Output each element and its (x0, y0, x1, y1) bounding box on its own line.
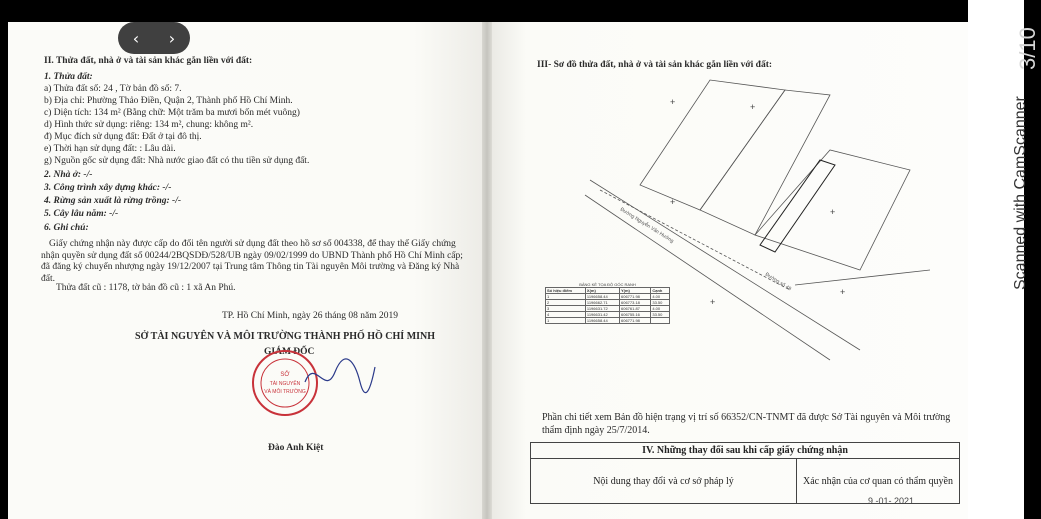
issuing-agency: SỞ TÀI NGUYÊN VÀ MÔI TRƯỜNG THÀNH PHỐ HỒ CHÍ MINH (135, 331, 436, 342)
coord-cell: 1 (546, 318, 586, 324)
page-counter: 3/10 (1015, 27, 1040, 70)
svg-text:VÀ MÔI TRƯỜNG: VÀ MÔI TRƯỜNG (264, 389, 306, 395)
usage-origin: g) Nguồn gốc sử dụng đất: Nhà nước giao đất có thu tiền sử dụng đất. (44, 156, 310, 166)
plot-area: c) Diện tích: 134 m² (Bằng chữ: Một trăm ba mươi bốn mét vuông) (44, 108, 300, 118)
signer-name: Đào Anh Kiệt (268, 443, 324, 453)
book-spine (482, 22, 492, 519)
svg-text:+: + (840, 287, 846, 297)
coord-cell (651, 318, 670, 324)
usage-term: e) Thời hạn sử dụng đất: : Lâu dài. (44, 144, 176, 154)
road-label: Đường Nguyễn Văn Hưởng (618, 206, 675, 245)
coord-cell: 2 (546, 300, 586, 306)
coord-cell: 33.50 (651, 300, 670, 306)
camscanner-watermark: Scanned with CamScanner (1012, 96, 1029, 290)
signature (300, 352, 380, 402)
coordinate-table (545, 282, 670, 324)
coord-cell: 4.00 (651, 306, 670, 312)
heading-house: 2. Nhà ở: -/- (44, 170, 93, 180)
coord-cell: 606771.98 (620, 318, 651, 324)
plot-number: a) Thửa đất số: 24 , Tờ bản đồ số: 7. (44, 84, 182, 94)
land-plot-map (530, 70, 960, 370)
usage-purpose: đ) Mục đích sử dụng đất: Đất ở tại đô thị. (44, 132, 202, 142)
coord-header-cell: Số hiệu điểm (546, 288, 586, 294)
prev-page-button[interactable]: ‹ (132, 28, 140, 48)
heading-notes: 6. Ghi chú: (44, 223, 89, 233)
map-reference: Phần chi tiết xem Bản đồ hiện trạng vị trí số 66352/CN-TNMT đã được Sở Tài nguyên và Môi trường thẩm định ngày 25/7/2014. (542, 412, 951, 436)
coord-header-cell: Cạnh (651, 288, 670, 294)
coord-cell: 1196658.44 (585, 318, 619, 324)
road-label-2: Đường số 48 (763, 271, 793, 293)
coord-cell: 3 (546, 306, 586, 312)
changes-table (530, 442, 960, 504)
svg-text:+: + (710, 297, 716, 307)
section-ii-title: II. Thửa đất, nhà ở và tài sản khác gắn liền với đất: (44, 56, 253, 66)
coord-cell: 606755.16 (620, 312, 651, 318)
svg-text:+: + (670, 197, 676, 207)
svg-text:+: + (670, 97, 676, 107)
coord-cell: 606771.98 (620, 294, 651, 300)
svg-text:TÀI NGUYÊN: TÀI NGUYÊN (269, 381, 301, 387)
coord-cell: 1196662.71 (585, 300, 619, 306)
changes-title: IV. Những thay đổi sau khi cấp giấy chứng nhận (531, 443, 960, 459)
coord-cell: 1196631.72 (585, 306, 619, 312)
director-title: GIÁM ĐỐC (264, 347, 315, 357)
coord-header-cell: X(m) (585, 288, 619, 294)
svg-text:+: + (830, 207, 836, 217)
coord-cell: 606761.87 (620, 306, 651, 312)
svg-text:SỞ: SỞ (280, 372, 290, 378)
usage-form: d) Hình thức sử dụng: riêng: 134 m², chung: không m². (44, 120, 254, 130)
coord-cell: 1 (546, 294, 586, 300)
page-nav-pill (118, 22, 190, 54)
col-change-content: Nội dung thay đổi và cơ sở pháp lý (531, 459, 797, 504)
heading-other-construction: 3. Công trình xây dựng khác: -/- (44, 183, 172, 193)
coord-row (546, 318, 670, 324)
place-date: TP. Hồ Chí Minh, ngày 26 tháng 08 năm 2019 (222, 311, 399, 321)
coordinate-table-title: BẢNG KÊ TỌA ĐỘ GÓC RANH (579, 282, 636, 287)
heading-land-plot: 1. Thửa đất: (44, 72, 93, 82)
section-iii-title: III- Sơ đồ thửa đất, nhà ở và tài sản khác gắn liền với đất: (537, 60, 773, 70)
date-stamp: 9 -01- 2021 (868, 496, 915, 506)
heading-forest: 4. Rừng sản xuất là rừng trồng: -/- (44, 196, 182, 206)
coord-cell: 606773.18 (620, 300, 651, 306)
coord-cell: 4.00 (651, 294, 670, 300)
coordinate-grid (545, 287, 670, 324)
coord-header-cell: Y(m) (620, 288, 651, 294)
heading-perennial: 5. Cây lâu năm: -/- (44, 209, 119, 219)
old-plot-note: Thửa đất cũ : 1178, tờ bản đồ cũ : 1 xã An Phú. (56, 283, 236, 293)
coord-cell: 1196631.42 (585, 312, 619, 318)
plot-address: b) Địa chỉ: Phường Thảo Điền, Quận 2, Thành phố Hồ Chí Minh. (44, 96, 293, 106)
coord-cell: 4 (546, 312, 586, 318)
next-page-button[interactable]: › (168, 28, 176, 48)
coord-cell: 1196658.44 (585, 294, 619, 300)
col-confirmation: Xác nhận của cơ quan có thẩm quyền (796, 459, 959, 504)
coord-cell: 33.50 (651, 312, 670, 318)
svg-text:+: + (750, 102, 756, 112)
note-paragraph: Giấy chứng nhận này được cấp do đổi tên người sử dụng đất theo hồ sơ số 004338, để thay thế Giấy chứng nhận quyền sử dụng đất số 00244/2BQSDĐ/528/UB ngày 09/02/1999 do UBND Thành phố Hồ Chí Minh cấp; đã đăng ký chuyển nhượng ngày 19/12/2007 tại Trung tâm Thông tin Tài nguyên Môi trường và Đăng ký Nhà đất. (41, 239, 463, 284)
